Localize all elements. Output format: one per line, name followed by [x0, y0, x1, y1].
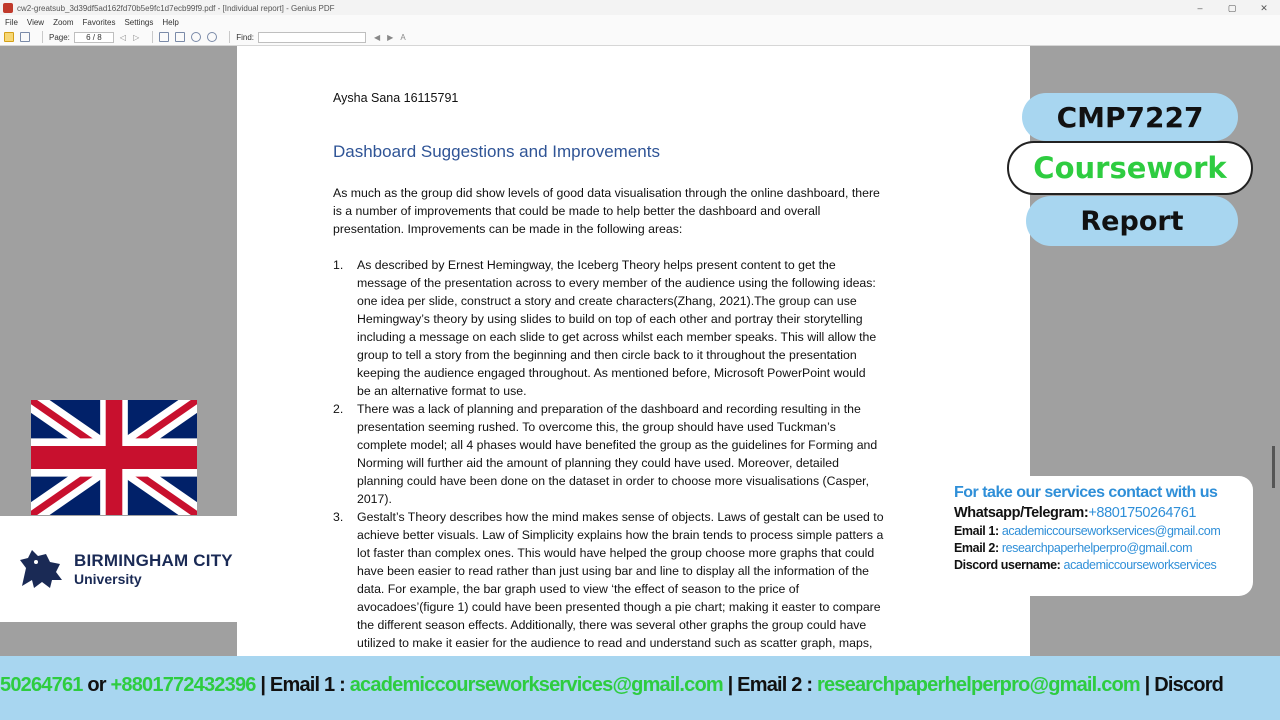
- report-badge: Report: [1026, 196, 1238, 246]
- text-line: Gestalt’s Theory describes how the mind makes sense of objects. Laws of gestalt can be used to: [357, 510, 884, 524]
- email2-value: researchpaperhelperpro@gmail.com: [1001, 541, 1193, 555]
- coursework-badge: Coursework: [1007, 141, 1253, 195]
- text-line: achieve better visuals. Law of Simplicity explains how the brain tends to process simple patters a: [357, 528, 884, 542]
- list-number: 2.: [333, 402, 344, 416]
- fit-page-icon[interactable]: [159, 32, 169, 42]
- ticker-sep: | Email 2 :: [722, 674, 817, 696]
- contact-ticker: [0, 656, 1280, 720]
- print-icon[interactable]: [20, 32, 30, 42]
- menu-settings[interactable]: Settings: [124, 17, 154, 27]
- email1-label: Email 1:: [954, 524, 999, 538]
- list-number: 1.: [333, 258, 344, 272]
- find-input[interactable]: [258, 32, 366, 43]
- discord-label: Discord username:: [954, 558, 1061, 572]
- text-line: presentation seeming rushed. To overcome this, the group should have used Tuckman’s: [357, 420, 836, 434]
- text-line: complete model; all 4 phases would have benefited the group as the guidelines for Forming and: [357, 438, 878, 452]
- text-line: be an alternative format to use.: [357, 384, 527, 398]
- menu-bar: [0, 15, 1280, 29]
- ticker-email2: researchpaperhelperpro@gmail.com: [817, 674, 1140, 696]
- window-controls: [1184, 0, 1280, 16]
- text-line: Hemingway’s theory by using slides to build on top of each other and portray their storytelling: [357, 312, 863, 326]
- improvements-list: [333, 256, 953, 652]
- previous-page-icon[interactable]: ◁: [119, 32, 127, 42]
- text-line: is a number of improvements that could be made to help better the dashboard and overall: [333, 204, 821, 218]
- discord-row: [954, 558, 1245, 572]
- text-line: the different season effects. Additionally, there was several other graphs the group could have: [357, 618, 867, 632]
- page-number-input[interactable]: 6 / 8: [74, 32, 114, 43]
- text-line: There was a lack of planning and preparation of the dashboard and recording resulting in the: [357, 402, 861, 416]
- uk-flag-icon: [31, 400, 197, 515]
- text-line: Norming will further aid the amount of planning they could have used. Moreover, detailed: [357, 456, 839, 470]
- text-line: lot faster than complex ones. This would have helped the group choose more graphs that could: [357, 546, 875, 560]
- ticker-or: or: [82, 674, 111, 696]
- text-line: keeping the audience engaged throughout. As mentioned before, Microsoft PowerPoint would: [357, 366, 866, 380]
- zoom-in-icon[interactable]: [191, 32, 201, 42]
- maximize-button[interactable]: ▢: [1227, 2, 1237, 13]
- find-next-icon[interactable]: ▶: [387, 32, 394, 42]
- text-line: including a message on each slide to get across whilst each member speaks. This will allow the: [357, 330, 877, 344]
- lion-crest-icon: [16, 546, 66, 592]
- text-line: data. For example, the bar graph used to view ‘the effect of season to the price of: [357, 582, 800, 596]
- menu-file[interactable]: File: [5, 17, 18, 27]
- list-number: 3.: [333, 510, 344, 524]
- author-line: Aysha Sana 16115791: [333, 91, 459, 105]
- find-label: Find:: [236, 32, 255, 42]
- ticker-text: [0, 674, 1223, 697]
- email2-label: Email 2:: [954, 541, 999, 555]
- menu-help[interactable]: Help: [162, 17, 179, 27]
- text-line: have been easier to read rather than just using bar and line to display all the information of the: [357, 564, 870, 578]
- text-line: planning could have been done on the dataset in order to choose more visualisations (Casper,: [357, 474, 870, 488]
- whatsapp-value: +8801750264761: [1088, 505, 1197, 521]
- window-title: cw2-greatsub_3d39df5ad162fd70b5e9fc1d7ecb99f9.pdf - [Individual report] - Genius PDF: [17, 3, 335, 13]
- whatsapp-row: [954, 505, 1245, 521]
- university-subtitle: University: [74, 571, 142, 587]
- text-line: avocadoes’(figure 1) could have been presented though a pie chart; making it easter to compare: [357, 600, 881, 614]
- text-line: As described by Ernest Hemingway, the Iceberg Theory helps present content to get the: [357, 258, 836, 272]
- next-page-icon[interactable]: ▷: [133, 32, 140, 42]
- list-item: [333, 508, 953, 652]
- email1-row: [954, 524, 1245, 538]
- menu-favorites[interactable]: Favorites: [82, 17, 116, 27]
- toolbar: [0, 29, 1280, 46]
- page-label: Page:: [49, 32, 70, 42]
- text-line: As much as the group did show levels of good data visualisation through the online dashboard, there: [333, 186, 880, 200]
- minimize-button[interactable]: –: [1197, 3, 1203, 13]
- text-line: utilized to make it easier for the audience to read and understand such as scatter graph, maps,: [357, 636, 873, 650]
- menu-zoom[interactable]: Zoom: [53, 17, 74, 27]
- university-name: BIRMINGHAM CITY: [74, 551, 233, 570]
- contact-card: [945, 476, 1253, 596]
- pdf-page: [237, 46, 1030, 656]
- university-logo: [0, 516, 237, 622]
- section-heading: Dashboard Suggestions and Improvements: [333, 142, 660, 161]
- toolbar-separator: [42, 31, 43, 43]
- pdf-app-icon: [3, 3, 13, 13]
- ticker-phone1: 50264761: [0, 674, 83, 696]
- vertical-scrollbar[interactable]: [1272, 446, 1275, 488]
- zoom-out-icon[interactable]: [207, 32, 217, 42]
- find-previous-icon[interactable]: ◀: [374, 32, 381, 42]
- contact-heading: For take our services contact with us: [954, 484, 1218, 501]
- whatsapp-label: Whatsapp/Telegram:: [954, 505, 1089, 521]
- toolbar-separator: [229, 31, 230, 43]
- email1-value: academiccourseworkservices@gmail.com: [1001, 524, 1221, 538]
- text-line: one idea per slide, construct a story and create characters(Zhang, 2021).The group can use: [357, 294, 857, 308]
- list-item: [333, 400, 953, 508]
- text-line: presentation. Improvements can be made in the following areas:: [333, 222, 683, 236]
- text-line: 2017).: [357, 492, 392, 506]
- ticker-sep: | Email 1 :: [255, 674, 350, 696]
- ticker-email1: academiccourseworkservices@gmail.com: [349, 674, 723, 696]
- intro-paragraph: [333, 184, 943, 238]
- text-line: message of the presentation across to every member of the audience using the following ideas:: [357, 276, 876, 290]
- title-bar: [0, 0, 1280, 16]
- text-line: group to tell a story from the beginning and then circle back to it throughout the presentation: [357, 348, 857, 362]
- close-button[interactable]: ✕: [1260, 2, 1268, 13]
- fit-width-icon[interactable]: [175, 32, 185, 42]
- email2-row: [954, 541, 1245, 555]
- ticker-sep: | Discord: [1139, 674, 1224, 696]
- ticker-phone2: +8801772432396: [110, 674, 256, 696]
- toolbar-separator: [152, 31, 153, 43]
- course-code-badge: CMP7227: [1022, 93, 1238, 141]
- open-folder-icon[interactable]: [4, 32, 14, 42]
- menu-view[interactable]: View: [26, 17, 45, 27]
- match-case-icon[interactable]: A: [400, 32, 406, 42]
- discord-value: academiccourseworkservices: [1063, 558, 1217, 572]
- list-item: [333, 256, 953, 400]
